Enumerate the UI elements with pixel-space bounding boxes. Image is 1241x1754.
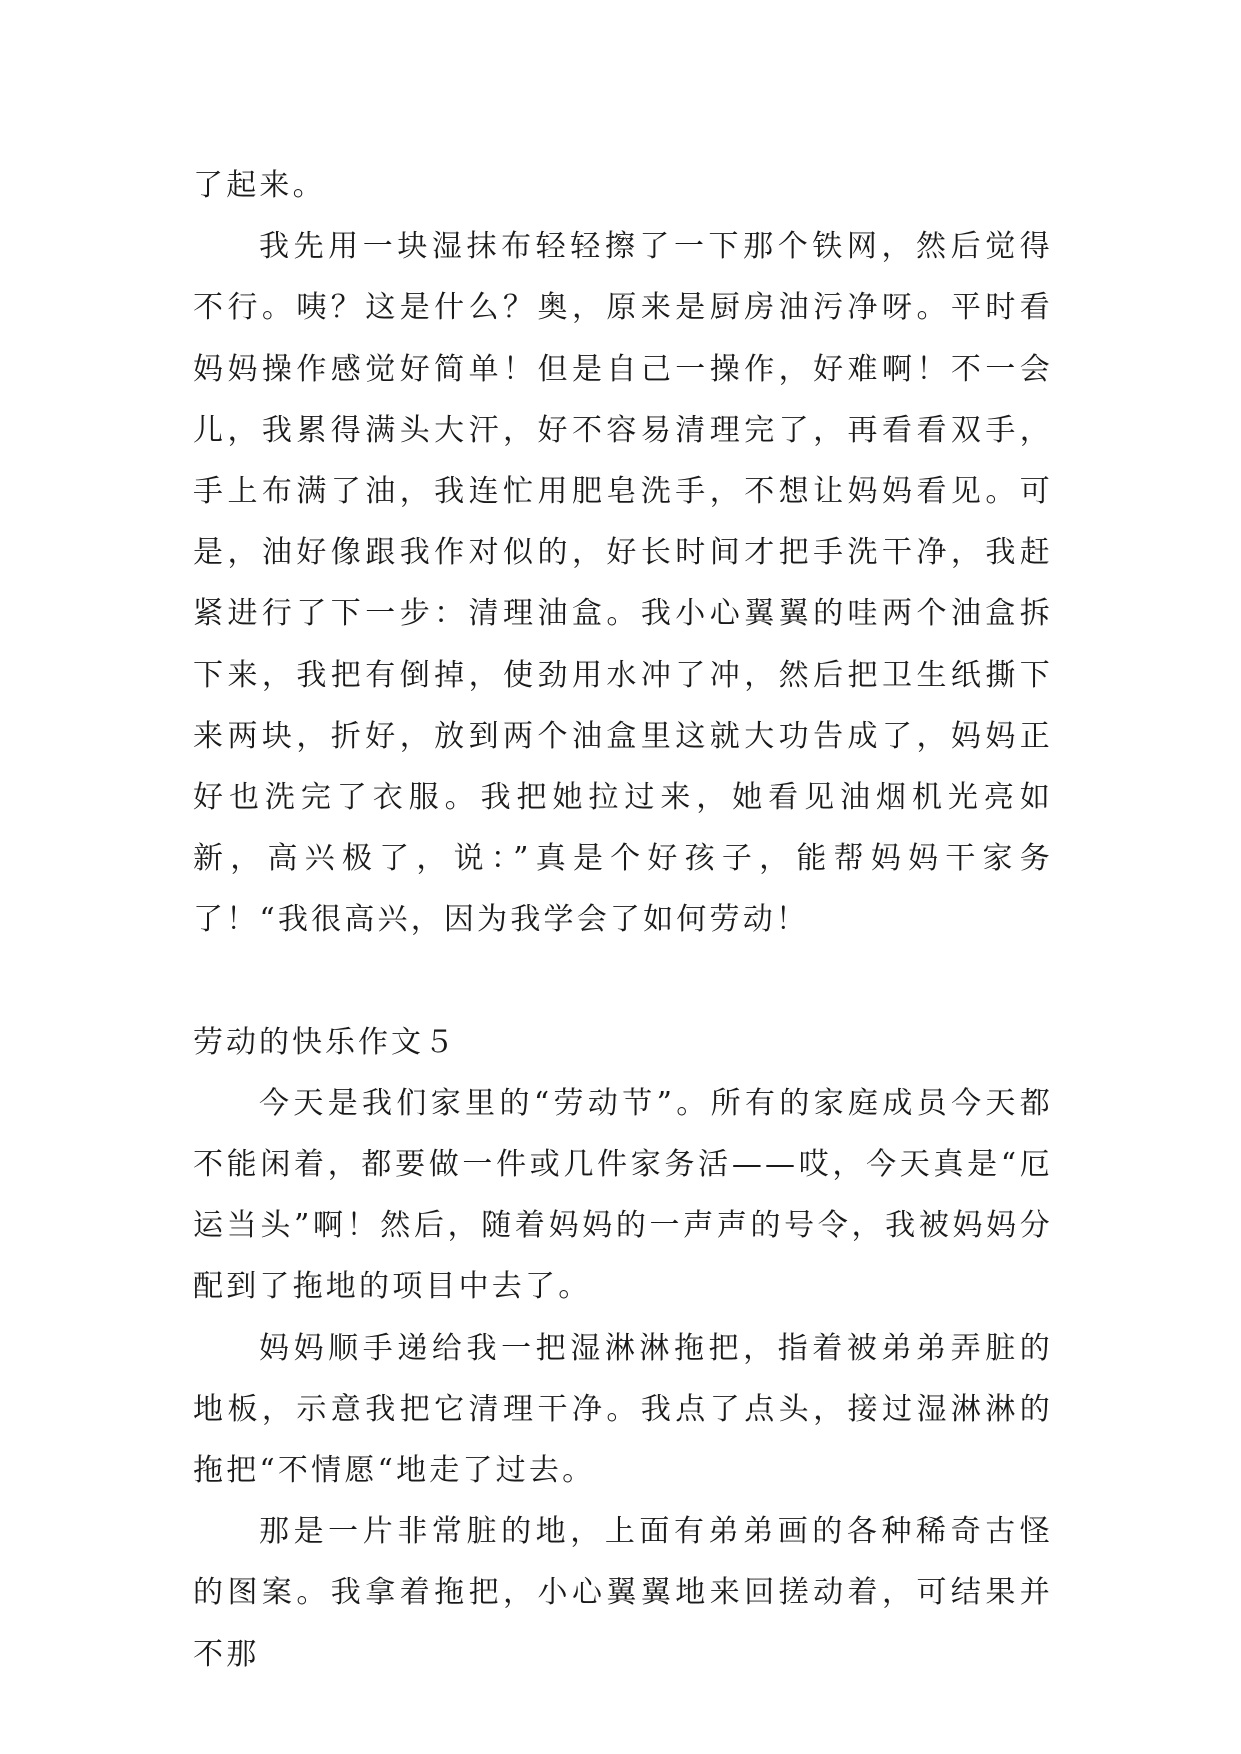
paragraph-dirty-floor: 那是一片非常脏的地，上面有弟弟画的各种稀奇古怪的图案。我拿着拖把，小心翼翼地来回搓动着，可结果并不那 xyxy=(193,1514,1053,1672)
section-title: 劳动的快乐作文５ xyxy=(193,1024,457,1060)
paragraph-labor-day: 今天是我们家里的“劳动节”。所有的家庭成员今天都不能闲着，都要做一件或几件家务活——哎，今天真是“厄运当头”啊！然后，随着妈妈的一声声的号令，我被妈妈分配到了拖地的项目中去了。 xyxy=(193,1085,1053,1305)
document-body xyxy=(193,155,1053,1685)
paragraph-continuation: 了起来。 xyxy=(193,168,326,203)
section-spacer xyxy=(193,951,1053,1012)
paragraph-cleaning-hood: 我先用一块湿抹布轻轻擦了一下那个铁网，然后觉得不行。咦？这是什么？奥，原来是厨房油污净呀。平时看妈妈操作感觉好简单！但是自己一操作，好难啊！不一会儿，我累得满头大汗，好不容易清理完了，再看看双手，手上布满了油，我连忙用肥皂洗手，不想让妈妈看见。可是，油好像跟我作对似的，好长时间才把手洗干净，我赶紧进行了下一步：清理油盒。我小心翼翼的哇两个油盒拆下来，我把有倒掉，使劲用水冲了冲，然后把卫生纸撕下来两块，折好，放到两个油盒里这就大功告成了，妈妈正好也洗完了衣服。我把她拉过来，她看见油烟机光亮如新，高兴极了，说：”真是个好孩子，能帮妈妈干家务了！“我很高兴，因为我学会了如何劳动！ xyxy=(193,229,1053,938)
paragraph-mop-handed: 妈妈顺手递给我一把湿淋淋拖把，指着被弟弟弄脏的地板，示意我把它清理干净。我点了点头，接过湿淋淋的拖把“不情愿“地走了过去。 xyxy=(193,1330,1053,1489)
